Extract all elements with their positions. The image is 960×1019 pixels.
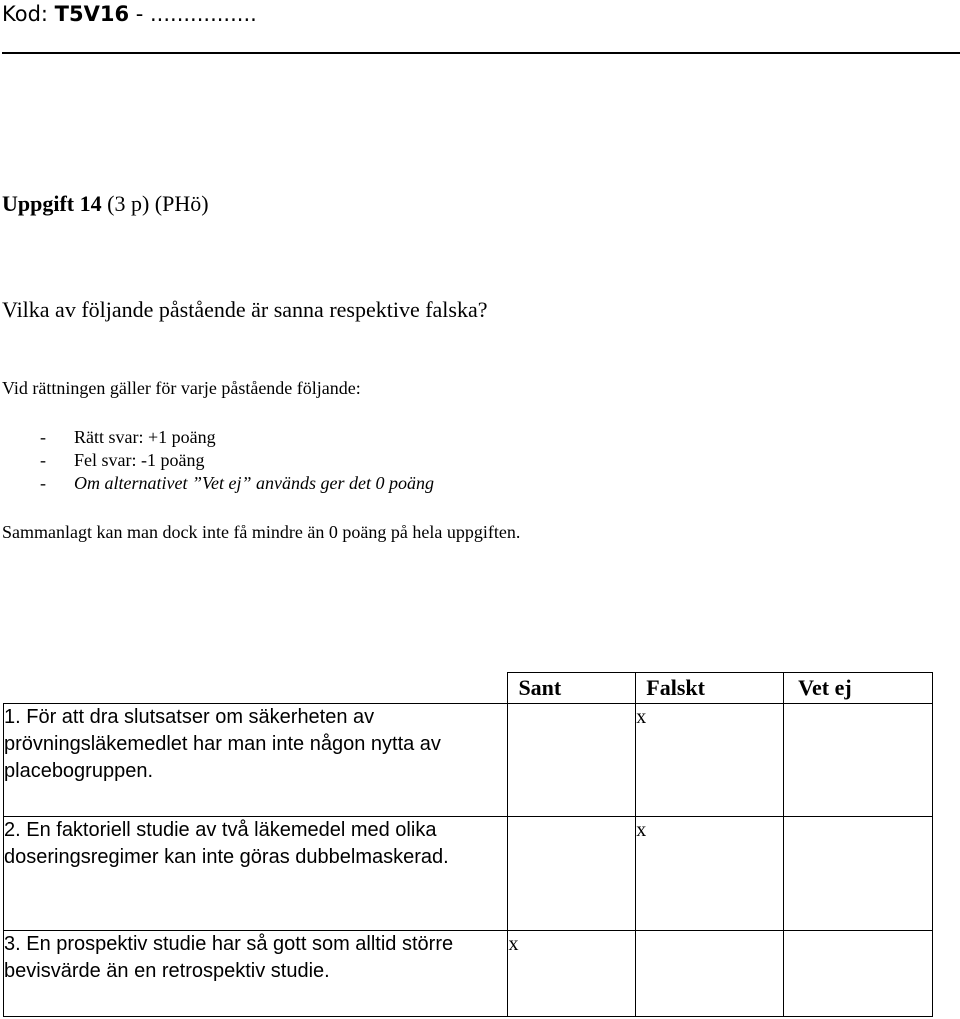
grading-rules-list xyxy=(40,426,434,495)
task-title-rest: (3 p) (PHö) xyxy=(101,191,209,216)
table-row xyxy=(4,817,933,931)
code-label: Kod: xyxy=(2,2,55,26)
grading-rules-intro: Vid rättningen gäller för varje påstående följande: xyxy=(2,378,361,398)
task-question: Vilka av följande påstående är sanna respektive falska? xyxy=(2,297,488,322)
rule-text: Om alternativet ”Vet ej” används ger det 0 poäng xyxy=(74,473,434,493)
falskt-cell[interactable]: x xyxy=(636,704,784,817)
column-header-sant: Sant xyxy=(508,673,636,704)
table-row xyxy=(4,931,933,1017)
falskt-cell[interactable]: x xyxy=(636,817,784,931)
vet-ej-cell[interactable] xyxy=(784,817,933,931)
rule-item-wrong xyxy=(40,449,434,472)
vet-ej-cell[interactable] xyxy=(784,704,933,817)
sant-cell[interactable] xyxy=(508,704,636,817)
task-title xyxy=(2,190,209,218)
statement-cell: 2. En faktoriell studie av två läkemedel med olika doseringsregimer kan inte göras dubbelmaskerad. xyxy=(4,817,508,931)
statement-cell: 3. En prospektiv studie har så gott som alltid större bevisvärde än en retrospektiv studie. xyxy=(4,931,508,1017)
blank-header-cell xyxy=(4,673,508,704)
rule-text: Fel svar: -1 poäng xyxy=(74,450,205,470)
rule-item-correct xyxy=(40,426,434,449)
rule-item-dont-know xyxy=(40,472,434,495)
table-row xyxy=(4,704,933,817)
page-header xyxy=(2,0,960,54)
falskt-cell[interactable] xyxy=(636,931,784,1017)
column-header-falskt: Falskt xyxy=(636,673,784,704)
answer-table xyxy=(3,672,933,1017)
list-dash: - xyxy=(40,427,46,447)
sant-cell[interactable] xyxy=(508,817,636,931)
grading-summary: Sammanlagt kan man dock inte få mindre än 0 poäng på hela uppgiften. xyxy=(2,522,521,542)
answer-table-header-row xyxy=(4,673,933,704)
task-title-bold: Uppgift 14 xyxy=(2,191,102,216)
code-suffix: - ................ xyxy=(129,2,257,26)
exam-code-line xyxy=(2,0,257,28)
list-dash: - xyxy=(40,473,46,493)
statement-cell: 1. För att dra slutsatser om säkerheten av prövningsläkemedlet har man inte någon nytta av placebogruppen. xyxy=(4,704,508,817)
code-value: T5V16 xyxy=(54,2,130,26)
vet-ej-cell[interactable] xyxy=(784,931,933,1017)
column-header-vet-ej: Vet ej xyxy=(784,673,933,704)
list-dash: - xyxy=(40,450,46,470)
sant-cell[interactable]: x xyxy=(508,931,636,1017)
rule-text: Rätt svar: +1 poäng xyxy=(74,427,216,447)
